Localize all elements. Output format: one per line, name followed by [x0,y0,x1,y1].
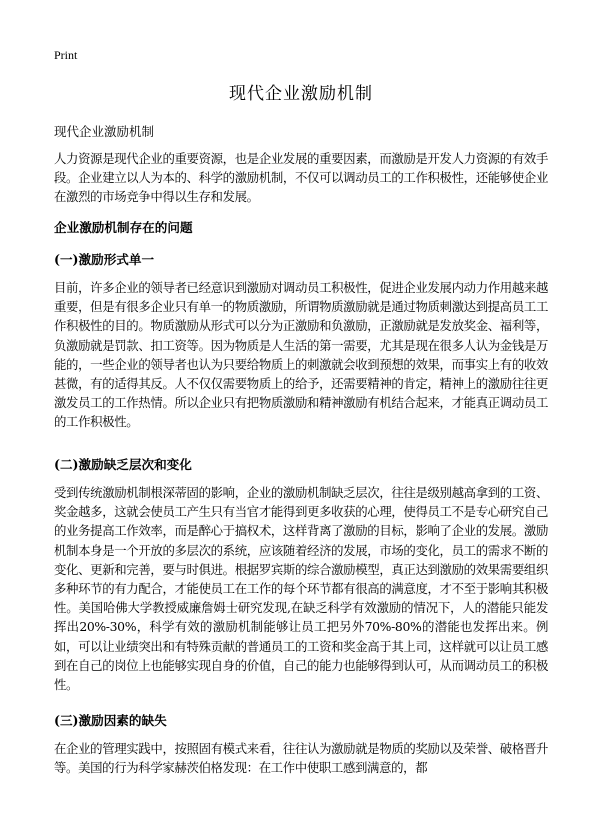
intro-paragraph: 人力资源是现代企业的重要资源，也是企业发展的重要因素，而激励是开发人力资源的有效手段。企业建立以人为本的、科学的激励机制，不仅可以调动员工的工作积极性，还能够使企业在激烈的市场竞争中得以生存和发展。 [54,151,548,205]
page-title: 现代企业激励机制 [229,84,373,104]
subsection-paragraph-1: 目前，许多企业的领导者已经意识到激励对调动员工积极性，促进企业发展内动力作用越来越重要，但是有很多企业只有单一的物质激励，所谓物质激励就是通过物质刺激达到提高员工工作积极性的目的。物质激励从形式可以分为正激励和负激励，正激励就是发放奖金、福利等，负激励就是罚款、扣工资等。因为物质是人生活的第一需要，尤其是现在很多人认为金钱是万能的，一些企业的领导者也认为只要给物质上的刺激就会收到预想的效果，而事实上有的收效甚微，有的适得其反。人不仅仅需要物质上的给予，还需要精神的肯定，精神上的激励往往更激发员工的工作热情。所以企业只有把物质激励和精神激励有机结合起来，才能真正调动员工的工作积极性。 [54,280,548,430]
subsection-paragraph-3: 在企业的管理实践中，按照固有模式来看，往往认为激励就是物质的奖励以及荣誉、破格晋升等。美国的行为科学家赫茨伯格发现：在工作中使职工感到满意的，都 [54,741,548,776]
document-subtitle: 现代企业激励机制 [54,124,155,139]
section-heading: 企业激励机制存在的问题 [54,220,193,235]
subsection-heading-3: (三)激励因素的缺失 [54,713,167,728]
print-link[interactable]: Print [54,48,78,62]
subsection-heading-1: (一)激励形式单一 [54,252,155,267]
subsection-heading-2: (二)激励缺乏层次和变化 [54,457,192,472]
subsection-paragraph-2: 受到传统激励机制根深蒂固的影响，企业的激励机制缺乏层次，往往是级别越高拿到的工资、奖金越多，这就会使员工产生只有当官才能得到更多收获的心理，使得员工不是专心研究自己的业务提高工作效率，而是醉心于搞权术，这样背离了激励的目标，影响了企业的发展。激励机制本身是一个开放的多层次的系统，应该随着经济的发展，市场的变化，员工的需求不断的变化、更新和完善，要与时俱进。根据罗宾斯的综合激励模型，真正达到激励的效果需要组织多种环节的有力配合，才能使员工在工作的每个环节都有很高的满意度，才不至于影响其积极性。美国哈佛大学教授威廉詹姆士研究发现,在缺乏科学有效激励的情况下，人的潜能只能发挥出20%-30%，科学有效的激励机制能够让员工把另外70%-80%的潜能也发挥出来。例如，可以让业绩突出和有特殊贡献的普通员工的工资和奖金高于其上司，这样就可以让员工感到在自己的岗位上也能够实现自身的价值，自己的能力也能够得到认可，从而调动员工的积极性。 [54,485,548,693]
